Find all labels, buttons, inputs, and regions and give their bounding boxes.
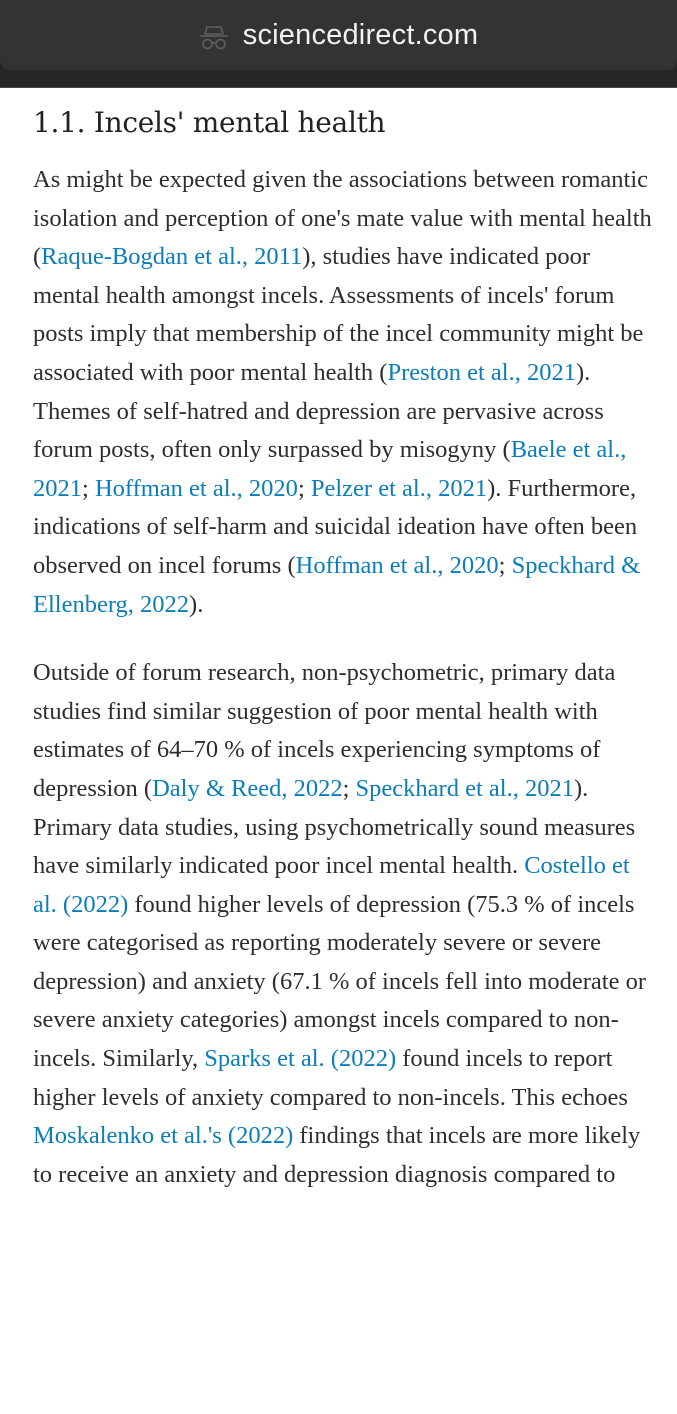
section-title: 1.1. Incels' mental health xyxy=(33,106,386,139)
citation-link[interactable]: Daly & Reed, 2022 xyxy=(152,774,343,802)
citation-link[interactable]: Raque-Bogdan et al., 2011 xyxy=(41,243,303,271)
paragraph-2 xyxy=(33,654,653,1194)
text-run: findings that incels are more likely to receive an anxiety and depression diagnosis compared to xyxy=(33,1122,641,1188)
url-text[interactable]: sciencedirect.com xyxy=(242,18,479,51)
paragraph-1 xyxy=(33,161,653,624)
citation-link[interactable]: Costello et al. (2022) xyxy=(33,852,630,918)
text-run: ; xyxy=(297,474,311,502)
text-run: found incels to report higher levels of anxiety compared to non-incels. This echoes xyxy=(33,1045,628,1111)
citation-link[interactable]: Pelzer et al., 2021 xyxy=(310,474,488,502)
browser-top-bar xyxy=(0,0,677,88)
text-run: ; xyxy=(498,551,512,579)
citation-link[interactable]: Baele et al., 2021 xyxy=(33,436,627,502)
citation-link[interactable]: Hoffman et al., 2020 xyxy=(94,474,298,502)
text-run: ; xyxy=(342,774,356,802)
article-content xyxy=(33,103,653,1224)
citation-link[interactable]: Moskalenko et al.'s (2022) xyxy=(33,1122,294,1150)
text-run: As might be expected given the associations between romantic isolation and perception of one's mate value with mental health ( xyxy=(33,166,652,271)
text-run: ). Primary data studies, using psychometrically sound measures have similarly indicated poor incel mental health. xyxy=(33,774,636,880)
address-bar[interactable] xyxy=(0,0,677,70)
citation-link[interactable]: Sparks et al. (2022) xyxy=(204,1045,397,1073)
text-run: ), studies have indicated poor mental health amongst incels. Assessments of incels' forum posts imply that membership of the incel community might be associated with poor mental health ( xyxy=(33,243,644,386)
incognito-icon xyxy=(199,23,229,53)
text-run: Outside of forum research, non-psychometric, primary data studies find similar suggestion of poor mental health with estimates of 64–70 % of incels experiencing symptoms of depression ( xyxy=(33,659,616,802)
text-run: found higher levels of depression (75.3 % of incels were categorised as reporting moderately severe or severe depression) and anxiety (67.1 % of incels fell into moderate or severe anxiety categories) amongst incels compared to non-incels. Similarly, xyxy=(33,890,646,1073)
citation-link[interactable]: Hoffman et al., 2020 xyxy=(295,551,499,579)
citation-link[interactable]: Preston et al., 2021 xyxy=(387,358,576,386)
text-run: ; xyxy=(82,474,95,502)
text-run: ). Themes of self-hatred and depression are pervasive across forum posts, often only surpassed by misogyny ( xyxy=(33,358,604,464)
text-run: ). xyxy=(189,590,204,618)
text-run: ). Furthermore, indications of self-harm and suicidal ideation have often been observed on incel forums ( xyxy=(33,474,638,579)
citation-link[interactable]: Speckhard & Ellenberg, 2022 xyxy=(33,551,641,618)
citation-link[interactable]: Speckhard et al., 2021 xyxy=(355,774,574,802)
